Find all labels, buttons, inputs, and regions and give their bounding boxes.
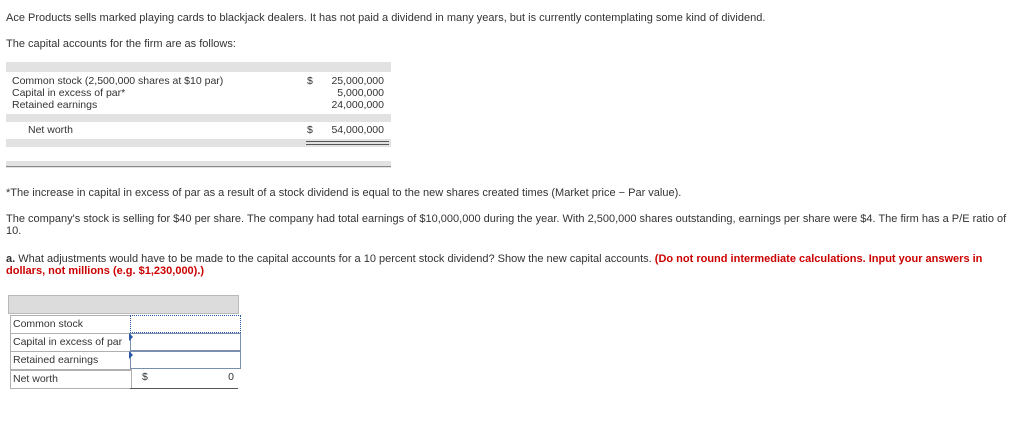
net-worth-label: Net worth <box>28 124 73 136</box>
account-label: Capital in excess of par* <box>12 87 126 99</box>
table-row <box>8 315 238 333</box>
question-a <box>6 253 1011 277</box>
dollar-sign: $ <box>142 371 148 383</box>
table-top-band <box>6 62 391 72</box>
row-band <box>6 114 391 122</box>
double-rule-bottom <box>306 144 389 145</box>
dollar-sign: $ <box>307 124 313 136</box>
net-worth-underline <box>130 388 238 389</box>
question-prefix: a. <box>6 253 16 265</box>
row-label-retained-earnings: Retained earnings <box>10 351 132 370</box>
row-label-capital-excess: Capital in excess of par <box>10 333 132 352</box>
retained-earnings-input[interactable] <box>130 351 241 369</box>
question-text: What adjustments would have to be made to the capital accounts for a 10 percent stock dividend? Show the new capital accounts. <box>15 253 655 265</box>
company-info: The company's stock is selling for $40 per share. The company had total earnings of $10,000,000 during the year. With 2,500,000 shares outstanding, earnings per share were $4. The firm has a P/E ratio of 10. <box>6 213 1007 237</box>
table-bottom-rule <box>6 166 391 167</box>
table-row <box>8 351 238 369</box>
double-rule-top <box>306 141 389 142</box>
net-worth-value: 54,000,000 <box>331 124 384 136</box>
blue-marker-icon <box>129 333 133 341</box>
footnote: *The increase in capital in excess of par as a result of a stock dividend is equal to the new shares created times (Market price − Par value). <box>6 187 682 199</box>
blue-marker-icon <box>129 351 133 359</box>
account-value: 24,000,000 <box>331 99 384 111</box>
net-worth-total: 0 <box>228 371 234 383</box>
row-label-common-stock: Common stock <box>10 315 132 334</box>
row-label-net-worth: Net worth <box>10 370 132 389</box>
dollar-sign: $ <box>307 75 313 87</box>
question-instruction: (Do not round intermediate calculations. Input your answers in dollars, not millions (e.g. $1,230,000).) <box>6 253 983 277</box>
accounts-heading: The capital accounts for the firm are as follows: <box>6 38 236 50</box>
table-row <box>8 333 238 351</box>
account-label: Retained earnings <box>12 99 98 111</box>
table-row <box>8 370 238 388</box>
answer-table-header <box>8 295 239 314</box>
common-stock-input[interactable] <box>130 315 241 333</box>
account-value: 5,000,000 <box>337 87 384 99</box>
capital-in-excess-input[interactable] <box>130 333 241 351</box>
account-value: 25,000,000 <box>331 75 384 87</box>
intro-text: Ace Products sells marked playing cards to blackjack dealers. It has not paid a dividend in many years, but is currently contemplating some kind of dividend. <box>6 12 766 24</box>
account-label: Common stock (2,500,000 shares at $10 par) <box>12 75 224 87</box>
